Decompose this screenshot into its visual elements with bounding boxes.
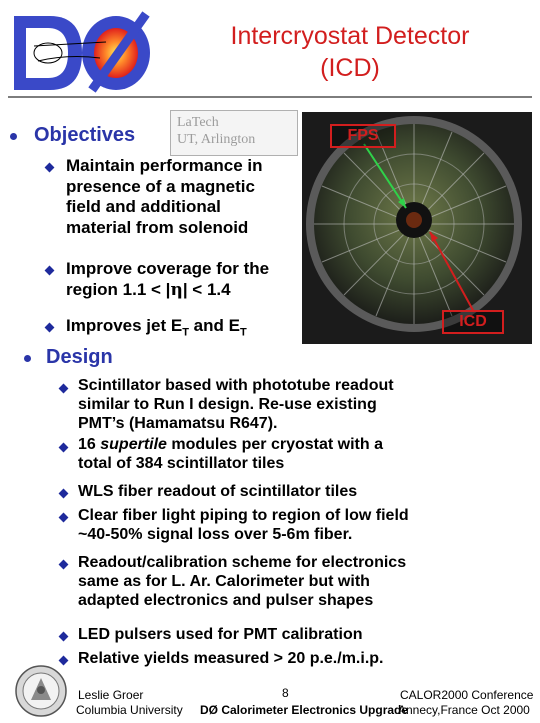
footer-conference: CALOR2000 Conference — [400, 688, 534, 702]
d0-logo — [8, 6, 158, 94]
design-item-3 — [78, 482, 528, 501]
bullet-diamond — [45, 163, 55, 173]
design-5-line-3: adapted electronics and pulser shapes — [78, 592, 374, 610]
bullet-diamond — [45, 323, 55, 333]
design-6-line-1: LED pulsers used for PMT calibration — [78, 626, 363, 643]
bullet-diamond — [59, 384, 69, 394]
objective-item-3: Improves jet $E_T$ and $E_T$ — [66, 316, 247, 339]
design-item-7 — [78, 649, 528, 668]
title-divider — [8, 96, 532, 98]
level1-bullet-design — [24, 355, 31, 362]
design-1-line-2: similar to Run I design. Re-use existing — [78, 396, 377, 414]
design-4-line-2: ~40-50% signal loss over 5-6m fiber. — [78, 526, 353, 544]
design-5-line-2: same as for L. Ar. Calorimeter but with — [78, 573, 370, 591]
affiliation-line-1: LaTech — [177, 115, 219, 130]
objective-2-line-1: Improve coverage for the — [66, 259, 270, 278]
bullet-diamond — [59, 513, 69, 523]
design-5-line-1: Readout/calibration scheme for electronics — [78, 554, 407, 571]
fps-label: FPS — [330, 124, 396, 148]
affiliation-box — [170, 110, 298, 156]
footer-author: Leslie Groer — [78, 688, 144, 702]
design-item-1 — [78, 376, 528, 434]
objective-1-line-4: material from solenoid — [66, 217, 249, 237]
design-item-6 — [78, 625, 528, 644]
footer-talk-title: DØ Calorimeter Electronics Upgrade — [200, 703, 409, 717]
bullet-diamond — [59, 560, 69, 570]
design-2-line-2: total of 384 scintillator tiles — [78, 455, 285, 473]
objective-item-2 — [66, 259, 302, 300]
design-1-line-3: PMT’s (Hamamatsu R647). — [78, 415, 278, 433]
design-item-4 — [78, 506, 528, 544]
design-item-5 — [78, 553, 528, 611]
design-2-line-1: 16 supertile modules per cryostat with a — [78, 436, 383, 453]
design-4-line-1: Clear fiber light piping to region of low field — [78, 507, 409, 524]
objective-2-line-2: region 1.1 < |η| < 1.4 — [66, 279, 231, 300]
design-7-line-1: Relative yields measured > 20 p.e./m.i.p. — [78, 650, 384, 667]
objective-item-1 — [66, 156, 302, 238]
footer-institution: Columbia University — [76, 703, 183, 717]
objective-1-line-2: presence of a magnetic — [66, 176, 255, 196]
bullet-diamond — [59, 489, 69, 499]
design-item-2 — [78, 435, 528, 473]
slide-title — [170, 20, 530, 84]
bullet-diamond — [45, 266, 55, 276]
design-heading: Design — [46, 346, 113, 368]
objective-1-line-1: Maintain performance in — [66, 156, 263, 175]
affiliation-line-2: UT, Arlington — [177, 132, 256, 147]
design-3-line-1: WLS fiber readout of scintillator tiles — [78, 483, 358, 500]
bullet-diamond — [59, 443, 69, 453]
objective-1-line-3: field and additional — [66, 197, 221, 216]
title-line-2: (ICD) — [320, 54, 380, 82]
university-seal — [10, 664, 72, 718]
title-line-1: Intercryostat Detector — [230, 22, 470, 50]
page-number: 8 — [282, 686, 289, 700]
objectives-heading: Objectives — [34, 124, 136, 146]
design-1-line-1: Scintillator based with phototube readout — [78, 377, 394, 394]
level1-bullet-objectives — [10, 133, 17, 140]
footer-location: Annecy,France Oct 2000 — [398, 703, 530, 717]
bullet-diamond — [59, 632, 69, 642]
icd-label: ICD — [442, 310, 504, 334]
